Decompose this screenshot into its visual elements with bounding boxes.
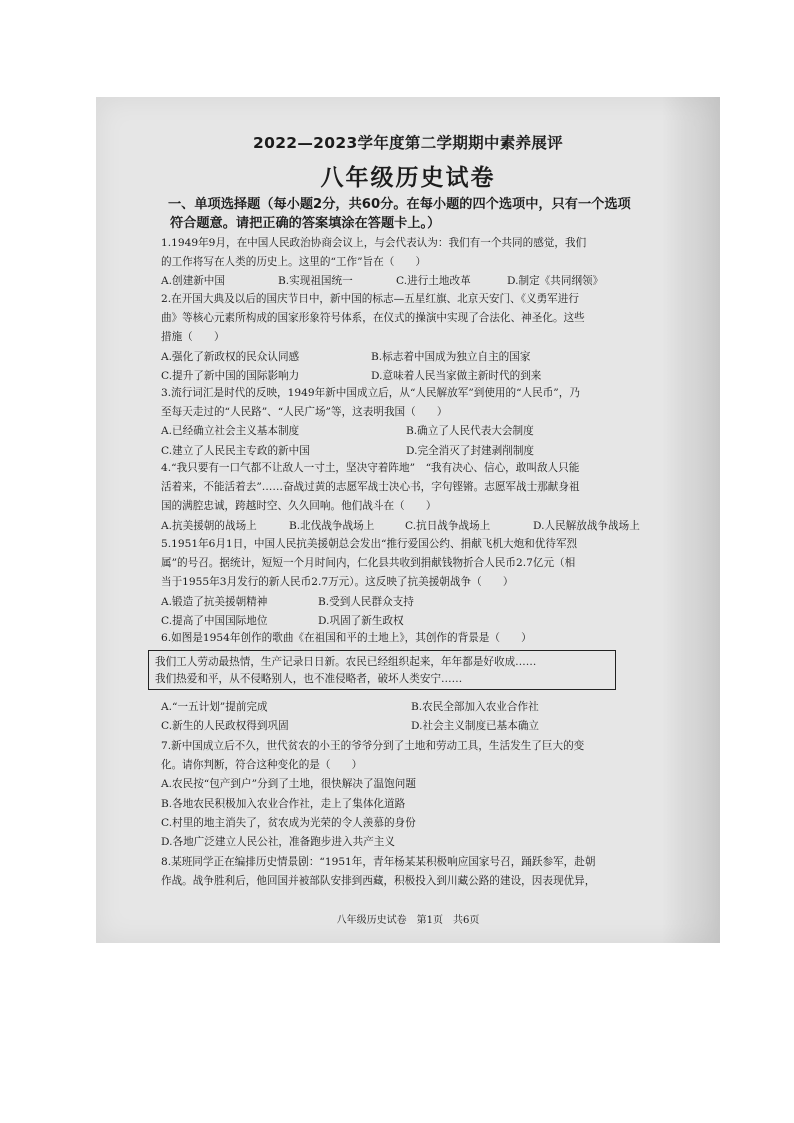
option-b: B.确立了人民代表大会制度 xyxy=(406,425,534,438)
option-b: B.受到人民群众支持 xyxy=(318,595,414,608)
question-text: 6.如图是1954年创作的歌曲《在祖国和平的土地上》，其创作的背景是（ ） xyxy=(161,632,532,644)
option-row xyxy=(161,593,709,612)
option-c: C.进行土地改革 xyxy=(396,275,471,288)
option-row xyxy=(161,422,709,441)
lyrics-line: 我们热爱和平，从不侵略别人，也不准侵略者，破坏人类安宁…… xyxy=(155,673,463,685)
question-7 xyxy=(161,737,709,852)
lyrics-line: 我们工人劳动最热情，生产记录日日新。农民已经组织起来，年年都是好收成…… xyxy=(155,656,537,668)
question-text: 化。请你判断，符合这种变化的是（ ） xyxy=(161,759,363,772)
option-a: A.已经确立社会主义基本制度 xyxy=(161,425,300,438)
question-text: 曲》等核心元素所构成的国家形象符号体系，在仪式的操演中实现了合法化、神圣化。这些 xyxy=(161,312,585,325)
option-b: B.北伐战争战场上 xyxy=(289,519,375,532)
option-d: D.意味着人民当家做主新时代的到来 xyxy=(371,369,542,382)
question-text: 国的满腔忠诚，跨越时空、久久回响。他们战斗在（ ） xyxy=(161,500,437,513)
question-text: 3.流行词汇是时代的反映，1949年新中国成立后，从“人民解放军”到使用的“人民币”，乃 xyxy=(161,387,580,399)
option-a: A.创建新中国 xyxy=(161,275,225,288)
option-a: A.抗美援朝的战场上 xyxy=(161,519,257,532)
question-text: 属”的号召。据统计，短短一个月时间内，仁化县共收到捐献钱物折合人民币2.7亿元（相 xyxy=(161,557,576,570)
question-2 xyxy=(161,290,709,386)
lyrics-box xyxy=(148,650,616,690)
option-d: D.各地广泛建立人民公社，准备跑步进入共产主义 xyxy=(161,836,395,849)
question-text: 作战。战争胜利后，他回国并被部队安排到西藏，积极投入到川藏公路的建设，因表现优异， xyxy=(161,875,596,888)
exam-subtitle: 2022—2023学年度第二学期期中素养展评 xyxy=(253,134,563,152)
question-text: 2.在开国大典及以后的国庆节日中，新中国的标志—五星红旗、北京天安门、《义勇军进行 xyxy=(161,293,579,305)
option-c: C.提高了中国国际地位 xyxy=(161,614,268,627)
question-8 xyxy=(161,853,709,891)
option-a: A.“一五计划”提前完成 xyxy=(161,701,268,713)
option-row xyxy=(161,517,709,536)
question-text: 措施（ ） xyxy=(161,331,225,344)
question-5 xyxy=(161,535,709,631)
option-b: B.农民全部加入农业合作社 xyxy=(411,701,539,713)
question-text: 8.某班同学正在编排历史情景剧：“1951年，青年杨某某积极响应国家号召，踊跃参军，赴朝 xyxy=(161,856,596,868)
option-row xyxy=(161,348,709,367)
question-text: 的工作将写在人类的历史上。这里的“工作”旨在（ ） xyxy=(161,256,427,269)
option-row xyxy=(161,717,709,736)
option-c: C.抗日战争战场上 xyxy=(405,519,491,532)
option-b: B.实现祖国统一 xyxy=(278,275,353,288)
option-d: D.巩固了新生政权 xyxy=(318,614,404,627)
question-text: 至每天走过的“人民路”、“人民广场”等，这表明我国（ ） xyxy=(161,406,448,419)
option-a: A.锻造了抗美援朝精神 xyxy=(161,595,268,608)
section-heading-line: 符合题意。请把正确的答案填涂在答题卡上。） xyxy=(170,216,441,231)
option-b: B.标志着中国成为独立自主的国家 xyxy=(371,350,531,363)
question-1 xyxy=(161,234,709,292)
option-d: D.社会主义制度已基本确立 xyxy=(411,720,540,733)
question-3 xyxy=(161,384,709,461)
question-text: 活着来，不能活着去”……奋战过黄的志愿军战士决心书，字句铿锵。志愿军战士那献身祖 xyxy=(161,481,580,494)
exam-paper xyxy=(96,97,720,943)
question-4 xyxy=(161,459,709,536)
page-footer: 八年级历史试卷 第1页 共6页 xyxy=(336,915,480,926)
option-d: D.制定《共同纲领》 xyxy=(507,275,604,288)
option-d: D.人民解放战争战场上 xyxy=(533,519,640,532)
option-b: B.各地农民积极加入农业合作社，走上了集体化道路 xyxy=(161,797,406,810)
option-a: A.强化了新政权的民众认同感 xyxy=(161,350,300,363)
option-c: C.村里的地主消失了，贫农成为光荣的令人羡慕的身份 xyxy=(161,816,416,829)
option-c: C.提升了新中国的国际影响力 xyxy=(161,369,300,382)
section-heading-line: 一、单项选择题（每小题2分，共60分。在每小题的四个选项中，只有一个选项 xyxy=(168,197,631,212)
option-c: C.建立了人民民主专政的新中国 xyxy=(161,444,310,457)
section-heading xyxy=(168,195,708,233)
option-row xyxy=(161,442,709,461)
exam-title: 八年级历史试卷 xyxy=(320,165,496,191)
question-6 xyxy=(161,629,709,648)
question-text: 当于1955年3月发行的新人民币2.7万元）。这反映了抗美援朝战争（ ） xyxy=(161,576,514,589)
option-row xyxy=(161,698,709,717)
option-d: D.完全消灭了封建剥削制度 xyxy=(406,444,535,457)
question-text: 4.“我只要有一口气都不让敌人一寸土，坚决守着阵地” “我有决心、信心，敢叫敌人只能 xyxy=(161,462,580,474)
question-text: 1.1949年9月，在中国人民政治协商会议上，与会代表认为：我们有一个共同的感觉，我们 xyxy=(161,237,587,249)
option-row xyxy=(161,272,709,291)
question-6-options xyxy=(161,698,709,736)
option-a: A.农民按“包产到户”分到了土地，很快解决了温饱问题 xyxy=(161,778,416,791)
question-text: 5.1951年6月1日，中国人民抗美援朝总会发出“推行爱国公约、捐献飞机大炮和优待军烈 xyxy=(161,538,578,550)
option-c: C.新生的人民政权得到巩固 xyxy=(161,720,289,733)
question-text: 7.新中国成立后不久，世代贫农的小王的爷爷分到了土地和劳动工具，生活发生了巨大的变 xyxy=(161,740,585,752)
